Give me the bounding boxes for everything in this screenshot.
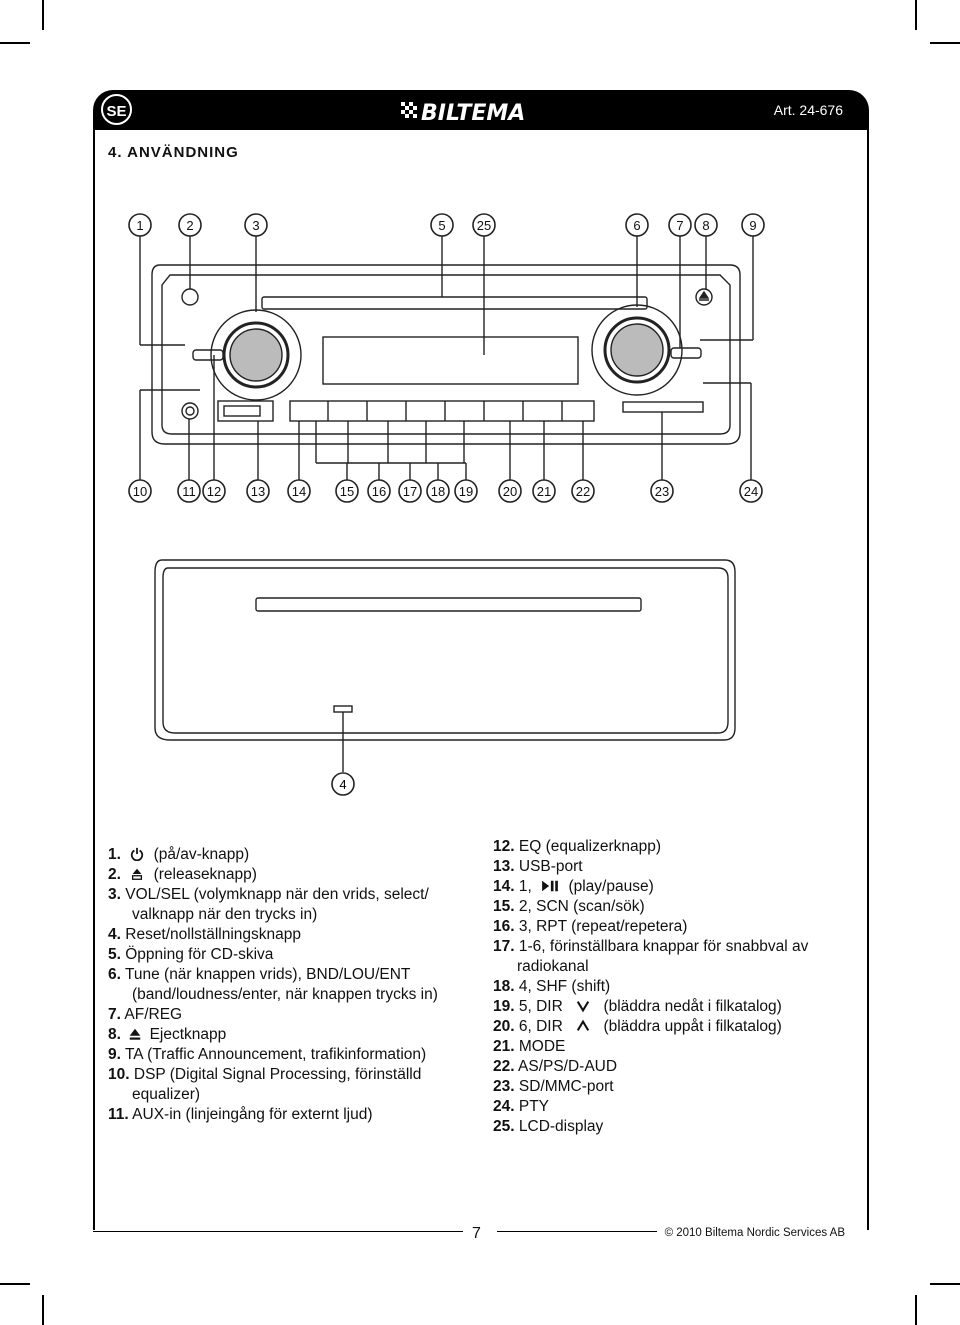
- list-item: 8. Ejectknapp: [108, 1026, 227, 1043]
- footer-divider: [93, 1231, 463, 1232]
- list-item: 17. 1-6, förinställbara knappar för snabbval av radiokanal: [493, 938, 809, 975]
- list-item: 2. (releaseknapp): [108, 866, 257, 883]
- list-item: 9. TA (Traffic Announcement, trafikinformation): [108, 1046, 427, 1063]
- svg-text:12: 12: [206, 484, 222, 499]
- crop-mark: [0, 1283, 30, 1285]
- page-number: 7: [472, 1225, 481, 1242]
- list-item: 19. 5, DIR (bläddra nedåt i filkatalog): [493, 998, 782, 1015]
- list-item: 20. 6, DIR (bläddra uppåt i filkatalog): [493, 1018, 782, 1035]
- legend-list-left: [108, 845, 478, 1125]
- language-badge: SE: [101, 94, 132, 125]
- crop-mark: [930, 1283, 960, 1285]
- list-item: 10. DSP (Digital Signal Processing, förinställd equalizer): [108, 1066, 422, 1103]
- list-item: 6. Tune (när knappen vrids), BND/LOU/ENT (band/loudness/enter, när knappen trycks in): [108, 966, 438, 1003]
- svg-text:16: 16: [371, 484, 387, 499]
- chevron-down-icon: [575, 999, 591, 1013]
- list-item: 5. Öppning för CD-skiva: [108, 946, 274, 963]
- list-item: 18. 4, SHF (shift): [493, 978, 611, 995]
- footer-divider: [497, 1231, 657, 1232]
- svg-text:7: 7: [676, 218, 684, 233]
- callout-reset: [332, 773, 354, 795]
- svg-text:10: 10: [132, 484, 148, 499]
- list-item: 24. PTY: [493, 1098, 550, 1115]
- svg-text:3: 3: [252, 218, 260, 233]
- list-item: 1. (på/av-knapp): [108, 846, 250, 863]
- svg-text:6: 6: [633, 218, 641, 233]
- list-item: 25. LCD-display: [493, 1118, 604, 1135]
- crop-mark: [915, 1295, 917, 1325]
- svg-text:20: 20: [502, 484, 518, 499]
- list-item: 21. MODE: [493, 1038, 566, 1055]
- list-item: 15. 2, SCN (scan/sök): [493, 898, 645, 915]
- svg-text:18: 18: [430, 484, 446, 499]
- list-item: 14. 1, (play/pause): [493, 878, 654, 895]
- svg-text:BILTEMA: BILTEMA: [421, 101, 526, 126]
- copyright: © 2010 Biltema Nordic Services AB: [664, 1227, 845, 1239]
- svg-text:14: 14: [291, 484, 307, 499]
- svg-text:17: 17: [402, 484, 418, 499]
- svg-text:8: 8: [702, 218, 710, 233]
- list-item: 13. USB-port: [493, 858, 583, 875]
- svg-text:4: 4: [339, 777, 347, 792]
- svg-text:1: 1: [136, 218, 144, 233]
- svg-text:13: 13: [250, 484, 266, 499]
- eject-icon: [127, 1027, 143, 1041]
- svg-text:22: 22: [575, 484, 591, 499]
- crop-mark: [42, 1295, 44, 1325]
- svg-text:9: 9: [749, 218, 757, 233]
- chevron-up-icon: [575, 1019, 591, 1033]
- list-item: 22. AS/PS/D-AUD: [493, 1058, 618, 1075]
- list-item: 23. SD/MMC-port: [493, 1078, 614, 1095]
- list-item: 4. Reset/nollställningsknapp: [108, 926, 302, 943]
- release-icon: [129, 867, 145, 881]
- legend-list-right: [493, 837, 863, 1137]
- article-number: Art. 24-676: [773, 102, 843, 118]
- svg-text:25: 25: [476, 218, 492, 233]
- list-item: 11. AUX-in (linjeingång för externt ljud): [108, 1106, 373, 1123]
- svg-text:24: 24: [743, 484, 759, 499]
- svg-text:5: 5: [438, 218, 446, 233]
- list-item: 12. EQ (equalizerknapp): [493, 838, 662, 855]
- list-item: 16. 3, RPT (repeat/repetera): [493, 918, 688, 935]
- svg-text:11: 11: [182, 484, 196, 499]
- play-pause-icon: [540, 879, 560, 893]
- power-icon: [129, 847, 145, 861]
- list-item: 7. AF/REG: [108, 1006, 183, 1023]
- svg-text:19: 19: [458, 484, 474, 499]
- list-item: 3. VOL/SEL (volymknapp när den vrids, select/ valknapp när den trycks in): [108, 886, 429, 923]
- svg-text:21: 21: [536, 484, 552, 499]
- section-title: 4. ANVÄNDNING: [108, 144, 239, 161]
- svg-text:15: 15: [339, 484, 355, 499]
- svg-text:23: 23: [654, 484, 670, 499]
- svg-text:2: 2: [186, 218, 194, 233]
